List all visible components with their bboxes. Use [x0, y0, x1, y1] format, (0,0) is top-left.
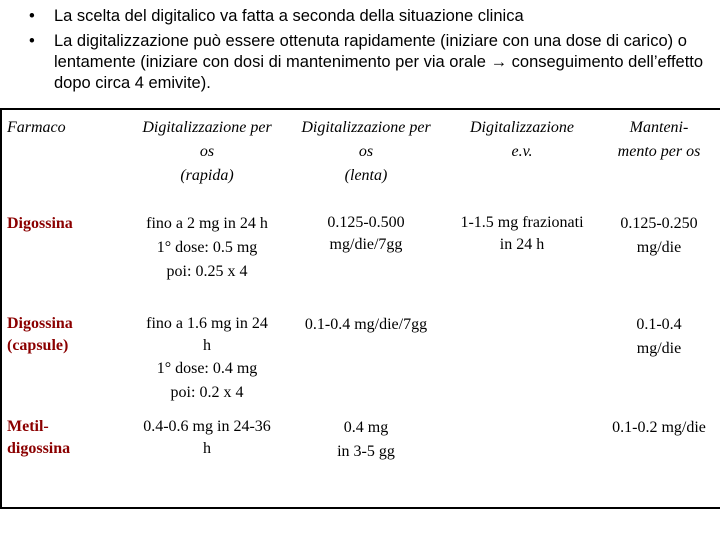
table-row-farmaco: Metil- digossina: [7, 418, 71, 457]
table-row-farmaco: Digossina: [7, 215, 73, 232]
table-cell-mantenimento: 0.1-0.4 mg/die: [636, 316, 682, 357]
table-rule: [0, 108, 720, 110]
header-rapida: Digitalizzazione per os (rapida): [142, 119, 272, 184]
table-cell-rapida: 0.4-0.6 mg in 24-36 h: [143, 418, 271, 457]
table-rule: [0, 108, 2, 509]
bullet-text: La digitalizzazione può essere ottenuta rapidamente (iniziare con una dose di carico) o lentamente (iniziare con dosi di mantenimento per via orale → conseguimento dell’effetto dopo circa 4 emivite).: [54, 32, 704, 92]
table-rule: [0, 507, 720, 509]
table-cell-rapida: fino a 2 mg in 24 h 1° dose: 0.5 mg poi: 0.25 x 4: [146, 215, 268, 280]
header-lenta: Digitalizzazione per os (lenta): [301, 119, 431, 184]
table-cell-ev: 1-1.5 mg frazionati in 24 h: [460, 214, 584, 253]
header-mantenimento: Manteni- mento per os: [617, 119, 701, 160]
header-ev: Digitalizzazione e.v.: [469, 119, 574, 160]
table-row-farmaco: Digossina (capsule): [7, 315, 73, 354]
table-cell-rapida: fino a 1.6 mg in 24 h 1° dose: 0.4 mg poi: 0.2 x 4: [146, 315, 268, 401]
bullet-text: La scelta del digitalico va fatta a seconda della situazione clinica: [54, 7, 524, 25]
table-cell-mantenimento: 0.1-0.2 mg/die: [612, 419, 706, 436]
bullet-marker: •: [29, 7, 35, 25]
table-cell-lenta: 0.1-0.4 mg/die/7gg: [304, 316, 428, 333]
table-cell-mantenimento: 0.125-0.250 mg/die: [620, 215, 698, 256]
table-cell-lenta: 0.4 mg in 3-5 gg: [337, 419, 395, 460]
header-farmaco: Farmaco: [7, 119, 66, 136]
table-cell-lenta: 0.125-0.500 mg/die/7gg: [327, 214, 405, 253]
bullet-marker: •: [29, 32, 35, 50]
